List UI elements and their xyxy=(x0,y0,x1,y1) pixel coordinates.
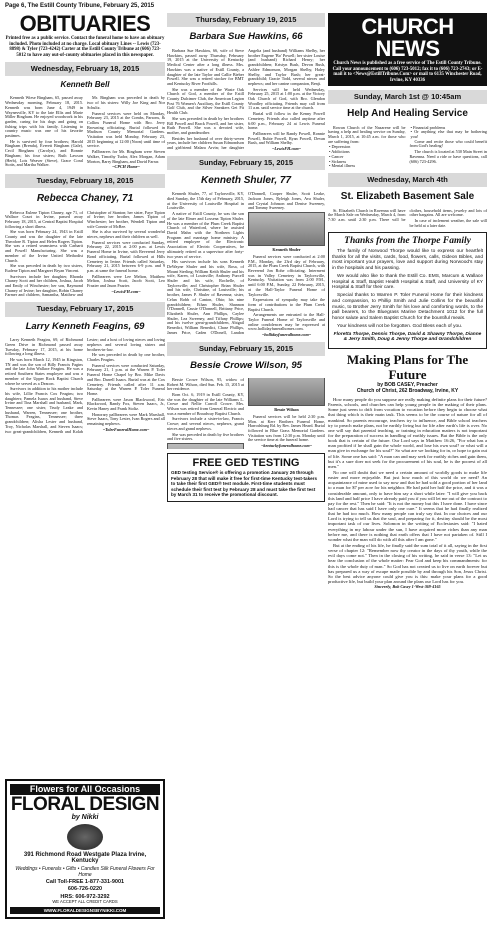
ad-by-line: by Nikki xyxy=(71,813,99,821)
wilson-name: Bessie Crowe Wilson, 95 xyxy=(190,360,302,372)
thanks-card xyxy=(328,232,487,349)
hawkins-date: Thursday, February 19, 2015 xyxy=(167,13,325,27)
ad-hours-phone: HRS: 606-972-3292 xyxy=(60,893,110,900)
hawkins-p7: Pallbearers will be Randy Powell, Ronnie Powell, Rubie Powell, Ryan Powell, Devan Bush, and William Shelby. xyxy=(248,130,325,146)
shuler-name: Kenneth Shuler, 77 xyxy=(200,175,292,187)
feagins-p2: He was born March 12, 1945 in Kingston, TN and was the son of Billy Francis Fagins and the late John Wallace Feagins. He was a retired Southern States employee and was a member of the Upper Rock Baptist Church where he served as a Deacon. xyxy=(5,357,83,386)
hawkins-p2: She was a member of the Waste Oak Church of God, a member of the Estill County Dulcimer Club, the American Legion Post 76 Women's Auxiliary, the Estill County Golf Club, and the Silver Sneakers Get Fit Health Club. xyxy=(167,86,244,116)
wilson-p5: Funeral services will be held 2:30 p.m. Mon. at Kerr Brothers Funeral Home, Harrodsburg Rd. by Rev. James Heard. Burial followed in Blue Grass Memorial Gardens. Visitation was from 12:30 p.m. Monday until the service time at the funeral home. xyxy=(248,413,325,443)
middle-column xyxy=(167,13,325,502)
shuler-p5: Expressions of sympathy may take the form of contributions to the Plum Creek Baptist Church. xyxy=(248,297,325,312)
ged-notice xyxy=(167,453,325,502)
chaney-date: Tuesday, February 18, 2015 xyxy=(5,174,165,188)
shuler-p4: Funeral services were conducted at 2:00 P.M., Monday, the 23rd day of February, 2015, at the Plum Creek Baptist Church, with Reverend Jon Rohe officiating. Interment was in Valley Cemetery in Taylorsville, Kentucky. Visitation was from 2:00 P.M., until 6:00 P.M., Sunday, 22 February, 2015, at the Hall-Taylor Funeral Home of Taylorsville. xyxy=(248,253,325,297)
making-plans-column xyxy=(328,353,487,590)
ad-phone: 606-726-0220 xyxy=(67,886,103,893)
bell-signature: ~CPCH Home~ xyxy=(112,164,140,170)
shuler-p1: Kenneth Shuler, 77, of Taylorsville, KY, died Sunday, the 15th day of February, 2015, at the University of Louisville Hospital in Louisville. xyxy=(167,191,244,211)
flower-arrangement-icon xyxy=(67,824,103,850)
healing-p3: The church is located at 530 Main Street in Ravenna. Need a ride or have questions, call (606) 723-4296. xyxy=(409,149,487,164)
ad-toll-free: Call Toll-FREE 1-877-331-9001 xyxy=(45,879,125,886)
chaney-p2: She was born February 24, 1943 in Estill County and was the daughter of the late Theodore R. Tipton and Helen Rogers Tipton. She was a retired seamstress with Carhartt and Powell Manufacturing. She was a member of the Irvine United Methodist Church. xyxy=(5,229,83,263)
bell-p3: Mr. Bingham was preceded in death by two of his sisters: Willy Joe King and Nor Schultz. xyxy=(87,95,165,110)
obituaries-subtitle: Printed free as a public service. Contact the funeral home to have an obituary included. Photo included at no charge. Local obituary Lines -- Lewis (723-8898) & Tyler (723-4242) Carter at the Estill County Tribune at (606) 723-5012 to have any out-of-county obituaries placed in this newspaper. xyxy=(5,36,165,58)
bullet-item: • Addictions xyxy=(329,149,350,155)
chaney-p1: Rebecca Eulene Tipton Chaney, age 71, of Wallace Court in Irvine, passed away February 18, 2015, at Central Baptist Hospital following a short illness. xyxy=(5,209,83,229)
bullet-item: • Mental illness xyxy=(329,163,356,169)
ad-business-name: FLORAL DESIGN xyxy=(10,793,160,815)
hawkins-body xyxy=(167,49,325,152)
healing-p1: Rowan Church of the Nazarene will be having a help and healing service on Sunday, March 1, 2015, at 10:45 a.m. for those who are suffering from: xyxy=(328,124,406,144)
bell-p2: He is survived by four brothers; Harold Bingham (Brenda), Everett Bingham (Gale), Cecil Bingham (Carolyn), and Ronnie Bingham; his four sisters; Ruth Lawson (Herb), Lois Weaver (Steve), Grace Coral Stotts, and Martha Walker. xyxy=(5,138,83,168)
healing-p2: Come and recite those who could benefit from God's healing! xyxy=(409,138,487,149)
sale-title: St. Elizabeth Basement Sale xyxy=(340,191,475,203)
ad-services: Weddings • Funerals • Gifts • Candles Silk Funeral Flowers For Home xyxy=(15,866,155,878)
feagins-p7: Honorary pallbearers were Mark Marshall, Steve Isaacs, Tony Lester, Ivan Rogers and all remaining nephews. xyxy=(87,411,165,427)
chaney-body xyxy=(5,211,165,299)
feagins-p4: He was preceded in death by one brother, Charles Feagins. xyxy=(87,352,165,363)
sale-date: Wednesday, March 4th xyxy=(328,173,487,187)
healing-body xyxy=(328,126,487,169)
ged-title: FREE GED TESTING xyxy=(192,456,300,469)
shuler-p2: A native of Estill County, he was the son of the late Elmer and Lossena Tipton Shuler. He was a member of the Plum Creek Baptist Church of Waterford, where he assisted David Mahn with the Northern Lights Program and marriage home ministry. A retired employee of the Electronic Association of Electric Cooperatives, he ultimately retired as a supervisor after forty-two years of service. xyxy=(167,211,244,259)
bell-date: Wednesday, February 18, 2015 xyxy=(5,62,165,76)
obituaries-title: OBITUARIES xyxy=(19,11,151,36)
sale-p1: St. Elizabeth Church in Ravenna will have the March Sale on Wednesday, March 4, from 7:30 a.m. until 2:30 p.m. There will be clothes, household items, jewelry and lots of other bargains. All are welcome. xyxy=(328,207,487,222)
thanks-p4: Your kindness will not be forgotten. God Bless each of you. xyxy=(337,323,463,329)
shuler-date: Sunday, February 15, 2015 xyxy=(167,156,325,170)
wilson-photo-caption: Bessie Wilson xyxy=(274,407,299,413)
making-plans-title: Making Plans for The Future xyxy=(346,352,469,382)
hawkins-name: Barbara Sue Hawkins, 66 xyxy=(189,31,303,43)
bullet-item: • Sickness xyxy=(329,158,347,164)
feagins-p1: Larry Kenneth Feagins, 69, of Richmond Green Drive in Richmond passed away Tuesday, February 17, 2015, at his home following a long illness. xyxy=(5,337,83,357)
healing-date: Sunday, March 1st @ 10:45am xyxy=(328,90,487,104)
making-plans-church: Church of Christ, 262 Broadway, Irvine, KY xyxy=(356,388,459,395)
church-news-subtitle: Church News is published as a free service of The Estill County Tribune. Call your announcement to (606) 723-5012; fax it to (606) 723-2743; or E-mail it to <News@EstillTribune.Com> or mail to 6135 Winchester Road, Irvine, KY 40336 xyxy=(332,61,483,83)
hawkins-p1: Barbara Sue Hawkins, 66, wife of Steve Hawkins, passed away Thursday, February 19, 2015 at the University of Kentucky Medical Center after a long illness. Mrs. Hawkins was a native of Estill County, a daughter of the late Taylor and Callie Bieber Powell. She was a retired stocker for BMT and Kentucky River Foothills. xyxy=(167,48,244,86)
chaney-p3: She was preceded in death by two sisters, Eudene Tipton and Margaret Bryan Vincent. xyxy=(5,263,83,273)
feagins-signature: ~TolerFuneralHome.com~ xyxy=(102,426,150,432)
chaney-p6: Funeral services were conducted Sunday, February 22, 2015 at 2:00 p.m. at Lewis Funeral Home in Irvine, with Reverend Jerry Bond officiating. Burial followed at Hills Cemetery in Irvine. Friends called Saturday, February 21, 2015 between 6-9 p.m. and 9 p.m. at same the funeral home. xyxy=(87,239,165,273)
hawkins-p6: Burial will follow in the Kenny Powell Cemetery. Friends also called anytime after 6:00 p.m., February 24 at Lewis Funeral home. xyxy=(248,111,325,131)
bell-body xyxy=(5,96,165,170)
bullet-item: • Financial problems xyxy=(410,124,446,130)
church-news-title: CHURCH NEWS xyxy=(361,14,454,61)
wilson-p4: She was preceded in death by five brothers and five sisters. xyxy=(167,431,244,442)
feagins-name: Larry Kenneth Feagins, 69 xyxy=(25,320,145,332)
right-column xyxy=(328,13,487,590)
ad-credit-cards: WE ACCEPT ALL CREDIT CARDS xyxy=(52,898,118,904)
making-plans-byline: by BOB CASEY, Preacher xyxy=(377,381,438,388)
shuler-body xyxy=(167,192,325,337)
making-plans-p2: No one will doubt that we need a certain amount of worldly goods to make life easier and more enjoyable. But just how much of this world do we need? An acquaintance of mine used to say now and that he had sold a good portion of her land to a man for $7 per acre for his neighbor. He had paid her half the price, and it was a considerable amount, only to have him say a short while later: "I will give you back this land and half price I have already paid you if you will let me out of the contract to pay for the rest." Then he said: "It is not the money but this I have done. I have since had cancer that has said I have only one cure." It seems that he had finally realized that he had too much. How many people can truly say that. In our choices and our Lord is trying to tell us that the soul, and preparing for it, destiny should be the most important task of our lives. Solomon in the writing of Ecclesiastes said: "I hated everything in my labour under the sun, I have acquired more riches than any man before me, and there is nothing that earth offers that I have not partaken of. Still I wonder what the man will do with all this after I am gone." xyxy=(328,469,487,542)
shuler-photo xyxy=(248,212,325,246)
bell-p5: Pallbearers for Mr. Bingham were Steven Walker, Timothy Tudor, Alex Morgan, Adam Morton, Barry Bingham, and David Farrar. xyxy=(87,149,165,164)
bullet-item: • Depression xyxy=(329,144,351,150)
feagins-body xyxy=(5,338,165,434)
bullet-item: • Or anything else that may be bothering you! xyxy=(410,129,487,140)
wilson-p2: Born Oct. 6, 1919 in Estill County, KY, she was the daughter of the late Williams L. Crowe and Nellie Carroll Crowe. Mrs. Wilson was retired from General Electric and was a member of Broadway Baptist Church. xyxy=(167,391,244,416)
floral-design-ad xyxy=(5,779,165,919)
wilson-date: Sunday, February 15, 2015 xyxy=(167,342,325,356)
bullet-item: • Cancer xyxy=(329,153,344,159)
making-plans-signoff: Sincerely, Bob Casey 1-West-369-4165 xyxy=(374,584,441,590)
shuler-signature: ~hollidayfuneralhome.com~ xyxy=(261,332,312,338)
feagins-date: Tuesday, February 17, 2015 xyxy=(5,302,165,316)
wilson-signature: ~kentuckyfuneralhome.com~ xyxy=(261,443,312,449)
shuler-photo-caption: Kenneth Shuler xyxy=(272,247,301,253)
chaney-p7: Pallbearers were Lee Melton, Matthew Melton, Joshua Scott, Jacob Scott, Leo Frazier and Jason Frazier. xyxy=(87,273,165,289)
ged-body: GED testing Service® is offering a promotion January 26 through February 28 that will make it free for first-time Kentucky test-takers to take their first GED® test module. First-time students must schedule their first test by February 28 and must take the first test by March 31 to receive the promotional discount. xyxy=(171,470,318,498)
bell-p1: Kenneth Wiese Bingham, 65, passed away Wednesday morning, February 18, 2015. Kenneth was born June 4, 1949 in Waynesville, KY to the late Ellis and Marie Miller Bingham. He enjoyed woodwork in his garden, caring for his dogs and going on fishing trips with his family. Listening to country music was one of his favorite pastimes. xyxy=(5,95,83,139)
making-plans-p3: But at the ending of his life, he finally said the sum total of it all, saying in the first verse of chapter 12: "Remember now thy creator in the days of thy youth, while the evil days come not." Then in the closing of his writing, he said in verse 13: "Let us hear the conclusion of the whole matter: Fear God and keep his commandments: for this is the whole duty of man." So God has not created us to live on earth forever but has prepared us a way of escape made possible by and through his Son, Jesus Christ. So the best advice anyone could give you is this: make your plans for a good productive life, but build your plan around the plans our Lord has for you. xyxy=(328,542,487,584)
chaney-signature: ~LewisFH.com~ xyxy=(111,288,141,294)
healing-bullets-left xyxy=(328,145,406,169)
feagins-p3: Survivors in addition to his mother include his wife, Lillie Francis Cox Feagins; two daughters; Pamela Isaacs and husband, Steve Irvine and Tina Marshall and husband, Mark, Tennessee; one sister, Trudy Leake and husband, Warren, Tennessee; one brother, Thomas Feagins, Tennessee; three grandchildren; Alisha Lester and husband, Troy, Nicholas Marshall, and Steven Isaacs; two great-grandchildren, Kenneth and Kolab Lester; and a host of loving nieces and loving nephews and several loving sisters and brothers-in-law. xyxy=(5,337,165,434)
thanks-p2: We would also like to thank the Estill Co. EMS, Marcum & Wallace Hospital & Staff, Baptist Health Hospital & Staff, and University of KY Hospital & Staff for their care. xyxy=(332,273,483,291)
wilson-p1: Bessie Crowe Wilson, 95, widow of Robert M. Wilson, died Sun. Feb. 15, 2015 at her residence. xyxy=(167,376,244,392)
healing-bullets-right xyxy=(410,126,488,140)
sale-p2: In case of inclement weather, the sale will be held at a later date. xyxy=(409,217,487,228)
feagins-p6: Pallbearers were Jason Blackwood, Eric Blackwood, Randy Fox, Steven Isaacs, Jr., Kevin Haney and Frank Stoltz. xyxy=(87,396,165,412)
wilson-body xyxy=(167,378,325,449)
wilson-p3: Survivors include a sister-in-law, Francis Crowe; and several nieces, nephews, grand nieces and grand nephews. xyxy=(167,416,244,431)
bell-name: Kenneth Bell xyxy=(60,80,110,90)
healing-title: Help And Healing Service xyxy=(347,108,468,120)
bell-p4: Funeral services were held on Monday, February 23, 2015 at the Combs, Parsons, & Collins Funeral Home with Bro. Jerry Browning officiating. Burial followed in Madison County Memorial Gardens. Visitation was held Monday, February 23, 2015 beginning at 12:00 (Noon) until time of service. xyxy=(87,110,165,149)
chaney-name: Rebecca Chaney, 71 xyxy=(36,193,134,205)
obituaries-masthead xyxy=(5,13,165,58)
chaney-p4: Survivors include her daughter, Rhonda Chaney Scott and her children, Joshua, Jacob and Emily of Winchester; her son, Raymond Chaney of Irvine; her daughter, Robin Chaney Farmer and children, Samantha, Matthew and Christopher of Stanton; her sister, Faye Tipton of Irvine; her brother, James Tipton of Winchester; her brother, Wendell Tipton and wife Connie of McRee. xyxy=(5,209,165,298)
ad-website[interactable]: WWW.FLORALDESIGNSBYNIKKI.COM xyxy=(10,907,160,914)
thanks-p1: The family of Norwood Thorpe would like to express our heartfelt thanks for all the visits, cards, food, flowers, calls, Gideon Bibles, and most important your prayers, love and support during Norwood's stay in the hospitals and his passing. xyxy=(332,248,483,272)
feagins-p5: Funeral services were conducted Saturday, February 21, 1 p.m. at the Warren P. Toler Funeral Home Chapel by Bro. Mike Davis and Bro. Darrell Isaacs. Burial was at the Cox Cemetery. Friends called after 11 a.m. Saturday at the Warren P. Toler Funeral Home. xyxy=(87,362,165,396)
hawkins-p4: Besides her husband of over thirty-seven years, include her children Susan Edmondson and girlfriend Malara Arvin; her daughter Angelia (and husband) Williams Shelby, her brother Eugene 'Bo' Powell; her sister Louise (and husband) Richard Henry; her grandchildren; Kristyn Bush, Devon Bush, Ashlee Edmonson, Morgan Shelby, Haley Shelby, and Taylor Bush; her great-grandchild; Gracie Todd, several nieces and nephews; and her canine companion, Benji. xyxy=(167,48,325,151)
hawkins-p3: She was preceded in death by her brothers Bill Powell and Brack Powell, and her sister, Ruth Powell. She was a devoted wife, mother, and grandmother. xyxy=(167,115,244,135)
thanks-p3: Special thanks to Warren P. Toler Funeral Home for their kindness and compassion, to Phillip Smith and Julie Collins for the beautiful music, to Brother Jerry Smith for his love and comforting words, to the pall bearers, to the Bluegrass Marine Detachment 1012 for the full honor salute and Salem Baptist Church for the bountiful meals. xyxy=(332,293,483,322)
hawkins-p5: Services will be held Wednesday, February 25, 2015 at 1:00 p.m. at the Victory Oak Church of God, with Bro. Glendon Woodley officiating. Friends may call from 11 a.m. until service time at the church. xyxy=(248,86,325,111)
thanks-title: Thanks from the Thorpe Family xyxy=(344,236,471,247)
ad-address: 391 Richmond Road Westgate Plaza Irvine, Kentucky xyxy=(23,851,147,865)
hawkins-signature: ~LewisFH.com~ xyxy=(271,146,302,152)
chaney-p5: She is also survived by several wonderful nieces, nephews and their children as well. xyxy=(87,229,165,240)
shuler-p6: Arrangements are entrusted to the Hall-Taylor Funeral Home of Taylorsville and online condolences may be expressed at www.hollidayfuneralhomes.com. xyxy=(248,312,325,332)
church-news-masthead xyxy=(328,13,487,86)
ad-tagline: Flowers for All Occasions xyxy=(10,784,160,795)
left-column xyxy=(5,13,165,434)
shuler-p3: His survivors include his sons Kenneth DeWayne Shuler and his wife, Rosa, of Mount Sterling; William Keith Shuler and his wife, Karen, of Louisville; Anthony Purcell Shuler and his wife, Rochelle, of Taylorsville; and Christopher Brian Shuler and his wife, Christine, of Louisville; his brother, James P. Shuler of Ravenna; sister, Celan Robb of Canton, Ohio; his nine grandchildren; Ethan Shuler, Shannon O'Donnell, Cassie O'Donnell, Brittany Price, Elizabeth Shuler, Ann Phillips, Caylee Shuler, Lea Sweeney, and Tiffany Phillips; and his twelve great-grandchildren, Abigail Benedict, William Benedict, Chase Phillips, James Price, Caden O'Donell, Landon O'Donnell, Cooper Shuler, Scott Leake, Jackson Jones, Ryleigh Jones, Ava Shuler, and Crystal Johnson and Denise Sweeney, and Tommy Sweeney. xyxy=(167,191,325,335)
sale-body xyxy=(328,209,487,229)
making-plans-p1: How many people do you suppose are really making definite plans for their future? Parents, schools, and churches can help young people in the making of their plans. Some just seem to drift from vocation to vocation before they begin to choose what that thing which is their main task. This seems to be the course of nature for all of mankind. So parents encourage, teachers try to influence, and Bible school teachers try to preach make plans, not be earthly living but for life after earth's life is over. No one will say that parental teaching, or training in education matters is not important for the preparation of success in handling of earthly issues. But the Bible is the only book that is certain of the future. Our Lord says in Matthew 16:26, "For what has a man profited if he shall gain the whole world, and lose his own soul? or what will a man give in exchange for his soul?" So what are we looking for in, or hope to gain out of life. Some one has said: "A man can and may seek for earthly riches and gain them, but it's a sure doer not seek for the procurement of his soul, he is the poorest of all men." xyxy=(328,397,487,469)
running-head: Page 6, The Estill County Tribune, February 25, 2015 xyxy=(5,3,155,9)
thanks-names: Floretta Thorpe, Dennis Thorpe, David & Shawny Thorpe, Dianne & Jerry Smith, Doug & Jenny Thorpe and Grandchildren xyxy=(333,331,482,343)
